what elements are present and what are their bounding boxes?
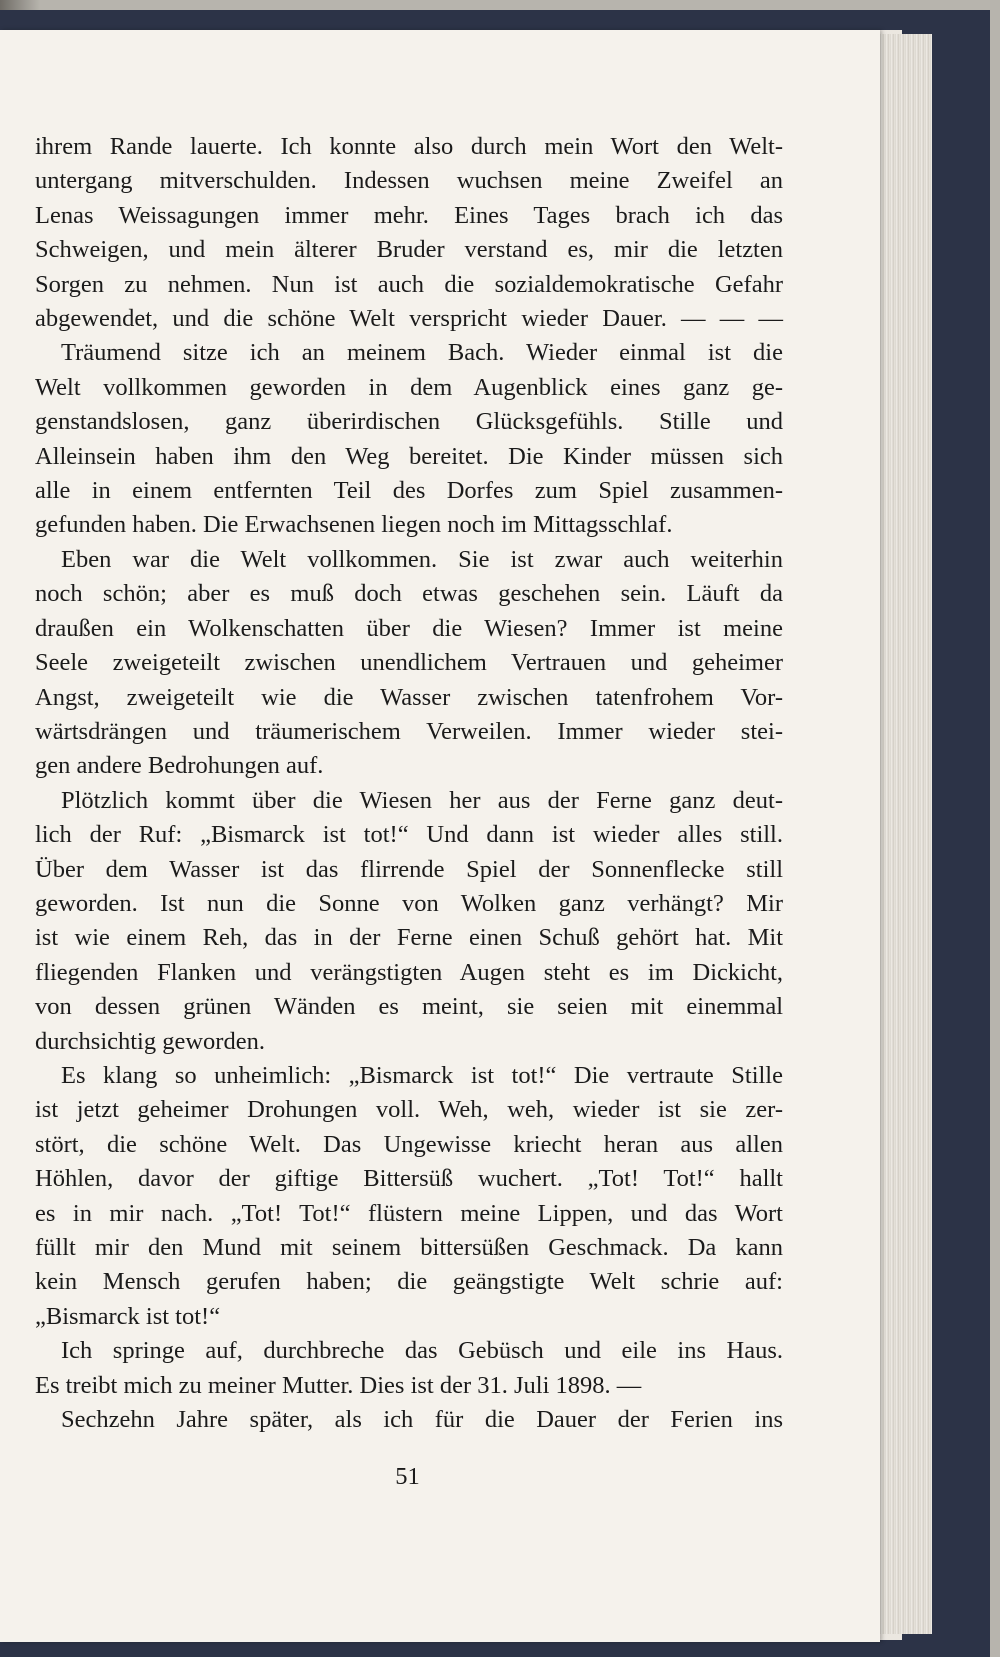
text-line: Über dem Wasser ist das flirrende Spiel der Sonnenflecke still [35, 855, 783, 883]
text-line: noch schön; aber es muß doch etwas geschehen sein. Läuft da [35, 580, 783, 608]
body-text [35, 130, 783, 1437]
book-page [0, 30, 880, 1642]
text-line: Sechzehn Jahre später, als ich für die Dauer der Ferien ins [61, 1406, 783, 1434]
text-line: Eben war die Welt vollkommen. Sie ist zwar auch weiterhin [61, 545, 783, 573]
text-line: stört, die schöne Welt. Das Ungewisse kriecht heran aus allen [35, 1130, 783, 1158]
text-line: fliegenden Flanken und verängstigten Augen steht es im Dickicht, [35, 958, 783, 986]
text-line: wärtsdrängen und träumerischem Verweilen. Immer wieder stei- [35, 717, 783, 745]
text-line: „Bismarck ist tot!“ [35, 1302, 221, 1330]
text-line: Sorgen zu nehmen. Nun ist auch die sozialdemokratische Gefahr [35, 270, 783, 298]
text-line: lich der Ruf: „Bismarck ist tot!“ Und dann ist wieder alles still. [35, 821, 783, 849]
text-line: geworden. Ist nun die Sonne von Wolken ganz verhängt? Mir [35, 889, 783, 917]
text-line: Höhlen, davor der giftige Bittersüß wuchert. „Tot! Tot!“ hallt [35, 1165, 783, 1193]
text-line: Angst, zweigeteilt wie die Wasser zwischen tatenfrohem Vor- [35, 683, 783, 711]
text-line: gen andere Bedrohungen auf. [35, 752, 324, 780]
text-line: genstandslosen, ganz überirdischen Glücksgefühls. Stille und [35, 408, 783, 436]
text-line: ihrem Rande lauerte. Ich konnte also durch mein Wort den Welt- [35, 133, 783, 160]
text-line: draußen ein Wolkenschatten über die Wiesen? Immer ist meine [35, 614, 783, 642]
page-number: 51 [395, 1463, 420, 1490]
text-line: Schweigen, und mein älterer Bruder verstand es, mir die letzten [35, 236, 783, 264]
text-line: Welt vollkommen geworden in dem Augenblick eines ganz ge- [35, 373, 783, 401]
text-line: gefunden haben. Die Erwachsenen liegen noch im Mittagsschlaf. [35, 511, 673, 539]
text-line: ist jetzt geheimer Drohungen voll. Weh, weh, wieder ist sie zer- [35, 1096, 783, 1124]
text-line: ist wie einem Reh, das in der Ferne einen Schuß gehört hat. Mit [35, 924, 783, 952]
text-line: Träumend sitze ich an meinem Bach. Wieder einmal ist die [61, 339, 783, 367]
text-line: abgewendet, und die schöne Welt verspricht wieder Dauer. — — — [35, 305, 783, 333]
text-line: Plötzlich kommt über die Wiesen her aus der Ferne ganz deut- [61, 786, 783, 814]
page-edges [880, 34, 932, 1634]
scan-corner [0, 0, 40, 10]
text-line: kein Mensch gerufen haben; die geängstigte Welt schrie auf: [35, 1268, 783, 1296]
text-line: es in mir nach. „Tot! Tot!“ flüstern meine Lippen, und das Wort [35, 1199, 783, 1227]
text-line: Es klang so unheimlich: „Bismarck ist tot!“ Die vertraute Stille [61, 1061, 783, 1089]
text-line: Es treibt mich zu meiner Mutter. Dies ist der 31. Juli 1898. — [35, 1371, 642, 1399]
text-line: alle in einem entfernten Teil des Dorfes zum Spiel zusammen- [35, 477, 783, 505]
text-line: füllt mir den Mund mit seinem bittersüßen Geschmack. Da kann [35, 1234, 783, 1261]
text-line: Ich springe auf, durchbreche das Gebüsch und eile ins Haus. [61, 1337, 783, 1365]
text-line: von dessen grünen Wänden es meint, sie seien mit einemmal [35, 993, 783, 1021]
text-line: untergang mitverschulden. Indessen wuchsen meine Zweifel an [35, 167, 783, 195]
text-line: Seele zweigeteilt zwischen unendlichem Vertrauen und geheimer [35, 649, 783, 677]
text-line: Lenas Weissagungen immer mehr. Eines Tages brach ich das [35, 201, 783, 229]
text-line: Alleinsein haben ihm den Weg bereitet. Die Kinder müssen sich [35, 442, 783, 470]
text-line: durchsichtig geworden. [35, 1027, 265, 1055]
